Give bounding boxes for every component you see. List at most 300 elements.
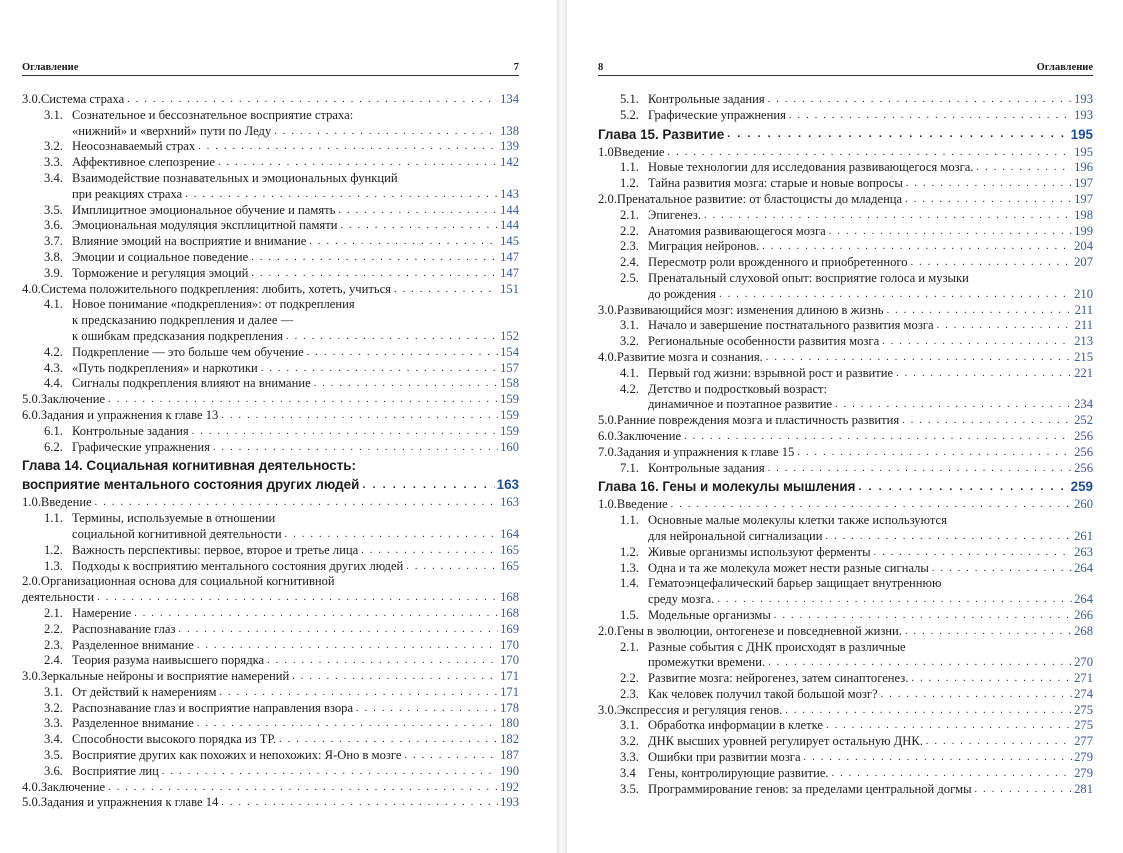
page-ref: 256 <box>1074 444 1093 459</box>
header-rule <box>598 75 1093 76</box>
section-number: 3.4. <box>44 732 63 747</box>
toc-entry[interactable] <box>22 234 519 250</box>
page-ref: 213 <box>1074 334 1093 349</box>
right-page <box>567 0 1123 853</box>
dot-leader <box>785 703 1072 719</box>
toc-entry[interactable] <box>22 92 519 108</box>
toc-entry[interactable] <box>22 495 519 511</box>
toc-entry[interactable] <box>598 608 1093 624</box>
section-number: 1.2. <box>44 542 63 557</box>
toc-entry[interactable] <box>22 424 519 440</box>
section-title: Заключение <box>40 779 106 794</box>
dot-leader <box>198 139 498 155</box>
toc-entry[interactable] <box>598 687 1093 703</box>
section-number: 4.0. <box>598 349 617 364</box>
toc-entry[interactable] <box>22 716 519 732</box>
section-title: Заключение <box>40 392 106 407</box>
section-title: Модельные организмы <box>648 607 771 622</box>
section-number: 4.4. <box>44 376 63 391</box>
page-ref: 279 <box>1074 765 1093 780</box>
toc-entry[interactable] <box>598 461 1093 477</box>
toc-entry[interactable] <box>22 187 519 203</box>
section-title: Экспрессия и регуляция генов. <box>616 702 783 717</box>
dot-leader <box>881 687 1072 703</box>
page-ref: 211 <box>1074 318 1093 333</box>
section-number: 2.3. <box>44 637 63 652</box>
toc-entry[interactable] <box>22 732 519 748</box>
toc-entry[interactable] <box>22 345 519 361</box>
section-number: 1.0. <box>598 497 617 512</box>
section-number: 1.3. <box>620 560 639 575</box>
page-ref: 178 <box>500 700 519 715</box>
dot-leader <box>219 685 498 701</box>
section-title: Развитие мозга: нейрогенез, затем синаптогенез. <box>648 671 909 686</box>
section-number: 4.1. <box>620 365 639 380</box>
toc-entry[interactable] <box>22 124 519 140</box>
section-number: 6.0. <box>598 428 617 443</box>
section-title-line: динамичное и поэтапное развитие <box>648 397 833 412</box>
page-ref: 168 <box>500 590 519 605</box>
page-ref: 171 <box>500 669 519 684</box>
toc-entry[interactable] <box>598 108 1093 124</box>
toc-entry[interactable] <box>22 653 519 669</box>
toc-entry[interactable] <box>22 669 519 685</box>
section-number: 3.3. <box>44 155 63 170</box>
section-title-line: социальной когнитивной деятельности <box>72 526 282 541</box>
section-title: Введение <box>616 497 668 512</box>
section-title: Зеркальные нейроны и восприятие намерений <box>40 669 290 684</box>
running-header-title: Оглавление <box>22 62 79 73</box>
page-ref: 144 <box>500 218 519 233</box>
page-ref: 154 <box>500 344 519 359</box>
section-title: Пренатальное развитие: от бластоцисты до младенца <box>616 191 903 206</box>
dot-leader <box>717 592 1072 608</box>
section-title: Гены в эволюции, онтогенезе и повседневной жизни. <box>616 623 902 638</box>
toc-entry-line <box>598 576 1093 592</box>
toc-entry[interactable] <box>22 559 519 575</box>
dot-leader <box>179 622 499 638</box>
toc-entry[interactable] <box>598 160 1093 176</box>
dot-leader <box>361 543 498 559</box>
page-ref: 147 <box>500 265 519 280</box>
section-title-line: Новое понимание «подкрепления»: от подкрепления <box>72 297 355 312</box>
dot-leader <box>356 701 498 717</box>
table-of-contents <box>598 92 1093 797</box>
section-title: Контрольные задания <box>648 92 765 106</box>
dot-leader <box>896 366 1072 382</box>
page-ref: 143 <box>500 186 519 201</box>
section-title: Введение <box>613 144 665 159</box>
section-number: 3.5. <box>620 781 639 796</box>
section-number: 2.1. <box>620 639 639 654</box>
toc-entry[interactable] <box>598 350 1093 366</box>
dot-leader <box>804 750 1073 766</box>
page-ref: 193 <box>1074 92 1093 106</box>
dot-leader <box>911 255 1073 271</box>
section-title-line: к ошибкам предсказания подкрепления <box>72 328 283 343</box>
toc-entry[interactable] <box>22 780 519 796</box>
toc-entry[interactable] <box>598 734 1093 750</box>
section-number: 3.4. <box>44 170 63 185</box>
section-number: 3.0. <box>598 702 617 717</box>
section-number: 1.4. <box>620 576 639 591</box>
toc-entry[interactable] <box>598 766 1093 782</box>
toc-entry[interactable] <box>598 192 1093 208</box>
section-number: 4.0. <box>22 779 41 794</box>
page-number: 8 <box>598 62 604 73</box>
dot-leader <box>314 376 498 392</box>
toc-entry[interactable] <box>598 529 1093 545</box>
toc-entry[interactable] <box>22 361 519 377</box>
toc-entry[interactable] <box>598 318 1093 334</box>
dot-leader <box>905 192 1072 208</box>
section-number: 2.4. <box>620 255 639 270</box>
section-title-line: Детство и подростковый возраст: <box>648 381 828 396</box>
toc-entry[interactable] <box>22 218 519 234</box>
page-ref: 190 <box>500 763 519 778</box>
toc-entry[interactable] <box>598 366 1093 382</box>
section-number: 2.0. <box>598 191 617 206</box>
page-ref: 264 <box>1074 560 1093 575</box>
toc-entry-line <box>598 271 1093 287</box>
section-number: 1.3. <box>44 558 63 573</box>
section-title: Анатомия развивающегося мозга <box>648 223 826 238</box>
toc-entry[interactable] <box>598 287 1093 303</box>
toc-entry[interactable] <box>22 764 519 780</box>
page-ref: 145 <box>500 234 519 249</box>
page-ref: 264 <box>1074 592 1093 607</box>
dot-leader <box>261 361 498 377</box>
section-number: 2.5. <box>620 270 639 285</box>
toc-chapter-entry[interactable] <box>22 477 519 493</box>
dot-leader <box>829 224 1072 240</box>
page-ref: 198 <box>1074 207 1093 222</box>
section-title: Гены, контролирующие развитие. <box>648 765 829 780</box>
section-title: Распознавание глаз и восприятие направления взора <box>72 700 354 715</box>
toc-entry-line <box>22 297 519 313</box>
section-number: 2.3. <box>620 239 639 254</box>
section-number: 2.2. <box>44 621 63 636</box>
section-title: Введение <box>40 495 92 510</box>
page-ref: 256 <box>1074 428 1093 443</box>
toc-entry[interactable] <box>598 497 1093 513</box>
page-ref: 281 <box>1074 781 1093 796</box>
section-number: 3.2. <box>620 334 639 349</box>
toc-entry[interactable] <box>598 782 1093 798</box>
toc-entry[interactable] <box>22 795 519 811</box>
toc-entry[interactable] <box>22 139 519 155</box>
page-ref: 170 <box>500 637 519 652</box>
dot-leader <box>832 766 1073 782</box>
toc-entry[interactable] <box>598 92 1093 108</box>
dot-leader <box>185 187 498 203</box>
page-ref: 221 <box>1074 365 1093 380</box>
page-ref: 215 <box>1074 349 1093 364</box>
toc-entry[interactable] <box>22 329 519 345</box>
section-title: Аффективное слепозрение <box>72 155 215 170</box>
page-ref: 165 <box>500 558 519 573</box>
section-title: Разделенное внимание <box>72 716 194 731</box>
toc-entry[interactable] <box>598 445 1093 461</box>
section-title: Живые организмы используют ферменты <box>648 544 871 559</box>
page-ref: 193 <box>1074 107 1093 122</box>
toc-entry[interactable] <box>598 624 1093 640</box>
toc-entry[interactable] <box>598 255 1093 271</box>
dot-leader <box>768 92 1072 108</box>
section-number: 2.2. <box>620 671 639 686</box>
toc-entry[interactable] <box>22 748 519 764</box>
toc-entry[interactable] <box>598 397 1093 413</box>
page-ref: 260 <box>1074 497 1093 512</box>
dot-leader <box>887 303 1073 319</box>
section-title: Задания и упражнения к главе 14 <box>40 795 219 810</box>
dot-leader <box>197 716 498 732</box>
toc-entry[interactable] <box>22 622 519 638</box>
table-of-contents <box>22 92 519 811</box>
toc-entry[interactable] <box>22 376 519 392</box>
page-ref: 197 <box>1074 176 1093 191</box>
section-number: 2.0. <box>598 623 617 638</box>
dot-leader <box>218 155 498 171</box>
page-ref: 261 <box>1074 528 1093 543</box>
dot-leader <box>307 345 498 361</box>
section-number: 2.4. <box>44 653 63 668</box>
dot-leader <box>95 495 498 511</box>
page-ref: 275 <box>1074 718 1093 733</box>
section-number: 3.3. <box>44 716 63 731</box>
page-ref: 180 <box>500 716 519 731</box>
toc-entry[interactable] <box>598 703 1093 719</box>
toc-entry[interactable] <box>22 590 519 606</box>
page-ref: 204 <box>1074 239 1093 254</box>
page-ref: 142 <box>500 155 519 170</box>
page-ref: 187 <box>500 748 519 763</box>
dot-leader <box>251 266 498 282</box>
section-title: Сигналы подкрепления влияют на внимание <box>72 376 311 391</box>
toc-chapter-entry[interactable] <box>598 127 1093 143</box>
toc-entry[interactable] <box>598 413 1093 429</box>
section-number: 3.9. <box>44 265 63 280</box>
page-ref: 163 <box>496 477 519 493</box>
dot-leader <box>127 92 498 108</box>
toc-entry[interactable] <box>598 671 1093 687</box>
toc-entry[interactable] <box>22 638 519 654</box>
section-number: 2.2. <box>620 223 639 238</box>
toc-chapter-entry[interactable] <box>598 479 1093 495</box>
toc-entry[interactable] <box>22 155 519 171</box>
page-ref: 138 <box>500 123 519 138</box>
section-title: Эпигенез. <box>648 207 701 222</box>
toc-entry[interactable] <box>598 224 1093 240</box>
page-ref: 157 <box>500 360 519 375</box>
page-ref: 277 <box>1074 734 1093 749</box>
dot-leader <box>768 461 1072 477</box>
toc-entry-line <box>598 640 1093 656</box>
section-title: ДНК высших уровней регулирует остальную ДНК. <box>648 734 923 749</box>
toc-entry[interactable] <box>22 282 519 298</box>
dot-leader <box>362 478 494 494</box>
dot-leader <box>404 748 498 764</box>
dot-leader <box>766 350 1072 366</box>
section-title-line: «нижний» и «верхний» пути по Леду <box>72 123 272 138</box>
dot-leader <box>406 559 498 575</box>
dot-leader <box>340 218 498 234</box>
section-title: Эмоциональная модуляция эксплицитной памяти <box>72 218 338 233</box>
toc-entry[interactable] <box>598 145 1093 161</box>
section-title: Обработка информации в клетке <box>648 718 823 733</box>
section-title: Система страха <box>40 92 125 106</box>
page-ref: 274 <box>1074 686 1093 701</box>
toc-entry[interactable] <box>22 685 519 701</box>
section-title: Региональные особенности развития мозга <box>648 334 880 349</box>
toc-entry-line <box>598 382 1093 398</box>
section-number: 1.1. <box>620 160 639 175</box>
toc-entry[interactable] <box>598 592 1093 608</box>
page-ref: 268 <box>1074 623 1093 638</box>
page-ref: 196 <box>1074 160 1093 175</box>
page-ref: 170 <box>500 653 519 668</box>
section-number: 3.6. <box>44 763 63 778</box>
dot-leader <box>797 445 1072 461</box>
dot-leader <box>108 392 498 408</box>
dot-leader <box>911 671 1072 687</box>
section-title: От действий к намерениям <box>72 684 217 699</box>
section-title: Начало и завершение постнатального развития мозга <box>648 318 934 333</box>
section-title: Имплицитное эмоциональное обучение и память <box>72 202 336 217</box>
section-number: 1.1. <box>44 511 63 526</box>
toc-entry[interactable] <box>22 250 519 266</box>
toc-entry[interactable] <box>22 392 519 408</box>
section-number: 1.2. <box>620 544 639 559</box>
section-number: 3.8. <box>44 249 63 264</box>
toc-entry[interactable] <box>598 655 1093 671</box>
dot-leader <box>977 160 1073 176</box>
section-number: 4.2. <box>44 344 63 359</box>
section-title: Важность перспективы: первое, второе и третье лица <box>72 542 359 557</box>
toc-entry[interactable] <box>598 303 1093 319</box>
dot-leader <box>192 424 498 440</box>
section-title: Система положительного подкрепления: любить, хотеть, учиться <box>40 281 391 296</box>
toc-entry[interactable] <box>22 701 519 717</box>
dot-leader <box>768 655 1072 671</box>
toc-entry[interactable] <box>598 429 1093 445</box>
section-title: Подходы к восприятию ментального состояния других людей <box>72 558 404 573</box>
section-title: Намерение <box>72 605 132 620</box>
page-ref: 152 <box>500 328 519 343</box>
section-number: 5.0. <box>22 795 41 810</box>
dot-leader <box>932 561 1072 577</box>
section-title: Ранние повреждения мозга и пластичность развития <box>616 413 900 428</box>
section-number: 6.1. <box>44 423 63 438</box>
toc-entry[interactable] <box>598 545 1093 561</box>
section-title-line: Пренатальный слуховой опыт: восприятие голоса и музыки <box>648 270 969 285</box>
section-number: 3.1. <box>620 718 639 733</box>
section-number: 7.1. <box>620 460 639 475</box>
dot-leader <box>97 590 498 606</box>
section-number: 3.7. <box>44 234 63 249</box>
section-number: 4.0. <box>22 281 41 296</box>
page-ref: 193 <box>500 795 519 810</box>
page-ref: 197 <box>1074 191 1093 206</box>
toc-entry[interactable] <box>22 606 519 622</box>
section-title-line: Организационная основа для социальной когнитивной <box>40 574 335 589</box>
toc-entry-line <box>22 108 519 124</box>
dot-leader <box>762 239 1072 255</box>
toc-entry[interactable] <box>22 440 519 456</box>
dot-leader <box>221 795 498 811</box>
toc-entry[interactable] <box>22 203 519 219</box>
dot-leader <box>906 176 1072 192</box>
page-ref: 263 <box>1074 544 1093 559</box>
dot-leader <box>671 497 1072 513</box>
dot-leader <box>905 624 1072 640</box>
section-number: 3.4 <box>620 765 636 780</box>
section-title: Распознавание глаз <box>72 621 176 636</box>
section-title-line: для нейрональной сигнализации <box>648 528 823 543</box>
page-ref: 199 <box>1074 223 1093 238</box>
section-title: Развитие мозга и сознания. <box>616 349 763 364</box>
dot-leader <box>279 732 498 748</box>
section-number: 3.0. <box>598 302 617 317</box>
chapter-title: восприятие ментального состояния других людей <box>22 477 360 493</box>
dot-leader <box>292 669 498 685</box>
toc-entry[interactable] <box>22 543 519 559</box>
page-ref: 168 <box>500 605 519 620</box>
section-title-line: до рождения <box>648 286 717 301</box>
page-ref: 266 <box>1074 607 1093 622</box>
toc-entry[interactable] <box>22 527 519 543</box>
page-ref: 147 <box>500 249 519 264</box>
toc-entry[interactable] <box>22 408 519 424</box>
toc-entry[interactable] <box>598 334 1093 350</box>
dot-leader <box>108 780 498 796</box>
header-rule <box>22 75 519 76</box>
section-title: Программирование генов: за пределами центральной догмы <box>648 781 972 796</box>
dot-leader <box>926 734 1072 750</box>
dot-leader <box>134 606 498 622</box>
dot-leader <box>213 440 498 456</box>
page-ref: 165 <box>500 542 519 557</box>
toc-entry[interactable] <box>22 266 519 282</box>
section-title-line: промежутки времени. <box>648 655 766 670</box>
section-title: Задания и упражнения к главе 13 <box>40 407 219 422</box>
dot-leader <box>251 250 498 266</box>
toc-entry[interactable] <box>598 561 1093 577</box>
page-ref: 271 <box>1074 671 1093 686</box>
toc-entry[interactable] <box>598 750 1093 766</box>
dot-leader <box>902 413 1072 429</box>
toc-entry[interactable] <box>598 718 1093 734</box>
section-number: 3.5. <box>44 748 63 763</box>
page-ref: 252 <box>1074 413 1093 428</box>
section-title-line: при реакциях страха <box>72 186 183 201</box>
page-ref: 169 <box>500 621 519 636</box>
dot-leader <box>975 782 1073 798</box>
page-ref: 139 <box>500 139 519 154</box>
dot-leader <box>882 334 1072 350</box>
section-number: 1.2. <box>620 176 639 191</box>
dot-leader <box>858 480 1068 496</box>
section-title-line: Разные события с ДНК происходят в различные <box>648 639 906 654</box>
toc-entry[interactable] <box>598 239 1093 255</box>
section-number: 2.1. <box>44 605 63 620</box>
section-title-line: Основные малые молекулы клетки также используются <box>648 513 947 528</box>
page-ref: 134 <box>500 92 519 106</box>
toc-entry[interactable] <box>598 176 1093 192</box>
page-ref: 159 <box>500 407 519 422</box>
toc-entry[interactable] <box>598 208 1093 224</box>
section-number: 3.5. <box>44 202 63 217</box>
